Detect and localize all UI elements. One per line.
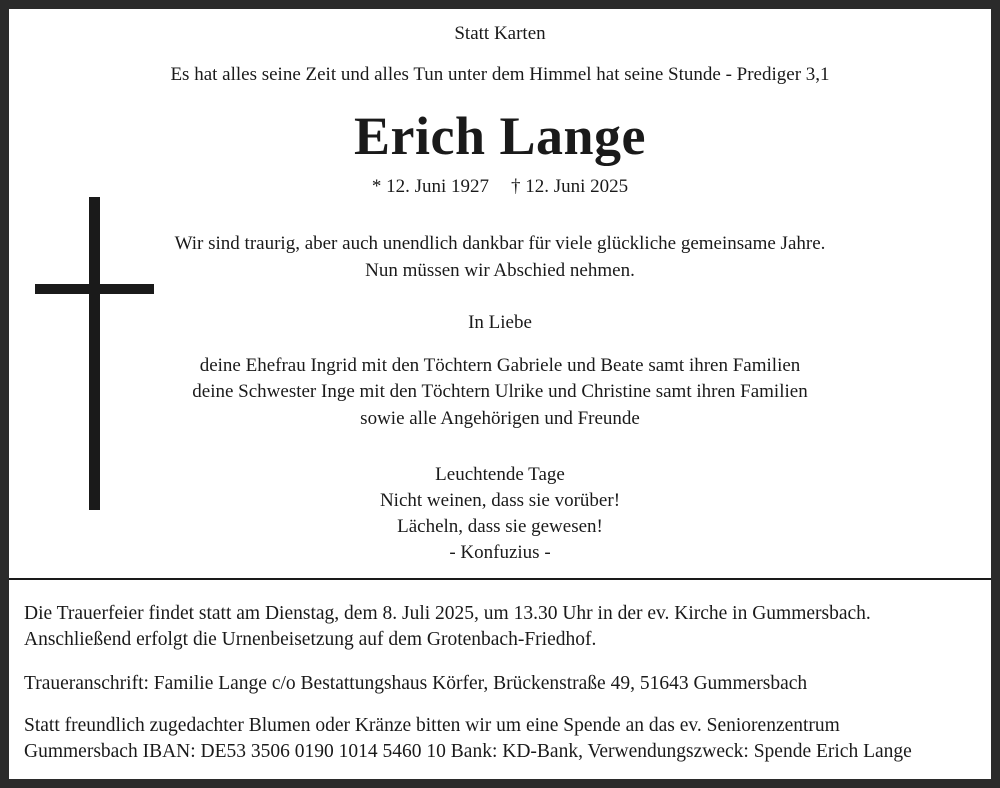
birth-date: * 12. Juni 1927 xyxy=(371,176,489,197)
ceremony-info: Die Trauerfeier findet statt am Dienstag, dem 8. Juli 2025, um 13.30 Uhr in der ev. Kirche in Gummersbach. xyxy=(24,603,871,624)
donation-info: Statt freundlich zugedachter Blumen oder Kränze bitten wir um eine Spende an das ev. Seniorenzentrum xyxy=(24,715,840,736)
quote-author: - Konfuzius - xyxy=(449,542,551,563)
mourner-line: sowie alle Angehörigen und Freunde xyxy=(360,408,640,429)
bible-verse: Es hat alles seine Zeit und alles Tun unter dem Himmel hat seine Stunde - Prediger 3,1 xyxy=(170,64,830,85)
mourners-intro: In Liebe xyxy=(468,312,532,333)
mourner-line: deine Schwester Inge mit den Töchtern Ulrike und Christine samt ihren Familien xyxy=(192,381,808,402)
quote-line: Leuchtende Tage xyxy=(435,464,565,485)
death-date: † 12. Juni 2025 xyxy=(511,176,629,197)
message-line: Wir sind traurig, aber auch unendlich dankbar für viele glückliche gemeinsame Jahre. xyxy=(174,233,826,254)
cross-horizontal-bar xyxy=(35,284,154,294)
donation-bank-info: Gummersbach IBAN: DE53 3506 0190 1014 5460 10 Bank: KD-Bank, Verwendungszweck: Spende Erich Lange xyxy=(24,741,912,762)
statt-karten: Statt Karten xyxy=(454,23,546,44)
burial-info: Anschließend erfolgt die Urnenbeisetzung auf dem Grotenbach-Friedhof. xyxy=(24,629,597,650)
deceased-name: Erich Lange xyxy=(353,106,646,166)
quote-line: Nicht weinen, dass sie vorüber! xyxy=(379,490,621,511)
death-notice xyxy=(9,9,991,779)
message-line: Nun müssen wir Abschied nehmen. xyxy=(365,260,635,281)
mourner-line: deine Ehefrau Ingrid mit den Töchtern Gabriele und Beate samt ihren Familien xyxy=(199,355,801,376)
quote-line: Lächeln, dass sie gewesen! xyxy=(397,516,603,537)
life-dates xyxy=(9,176,991,198)
mourning-address: Traueranschrift: Familie Lange c/o Bestattungshaus Körfer, Brückenstraße 49, 51643 Gummersbach xyxy=(24,673,808,694)
divider xyxy=(9,578,991,580)
